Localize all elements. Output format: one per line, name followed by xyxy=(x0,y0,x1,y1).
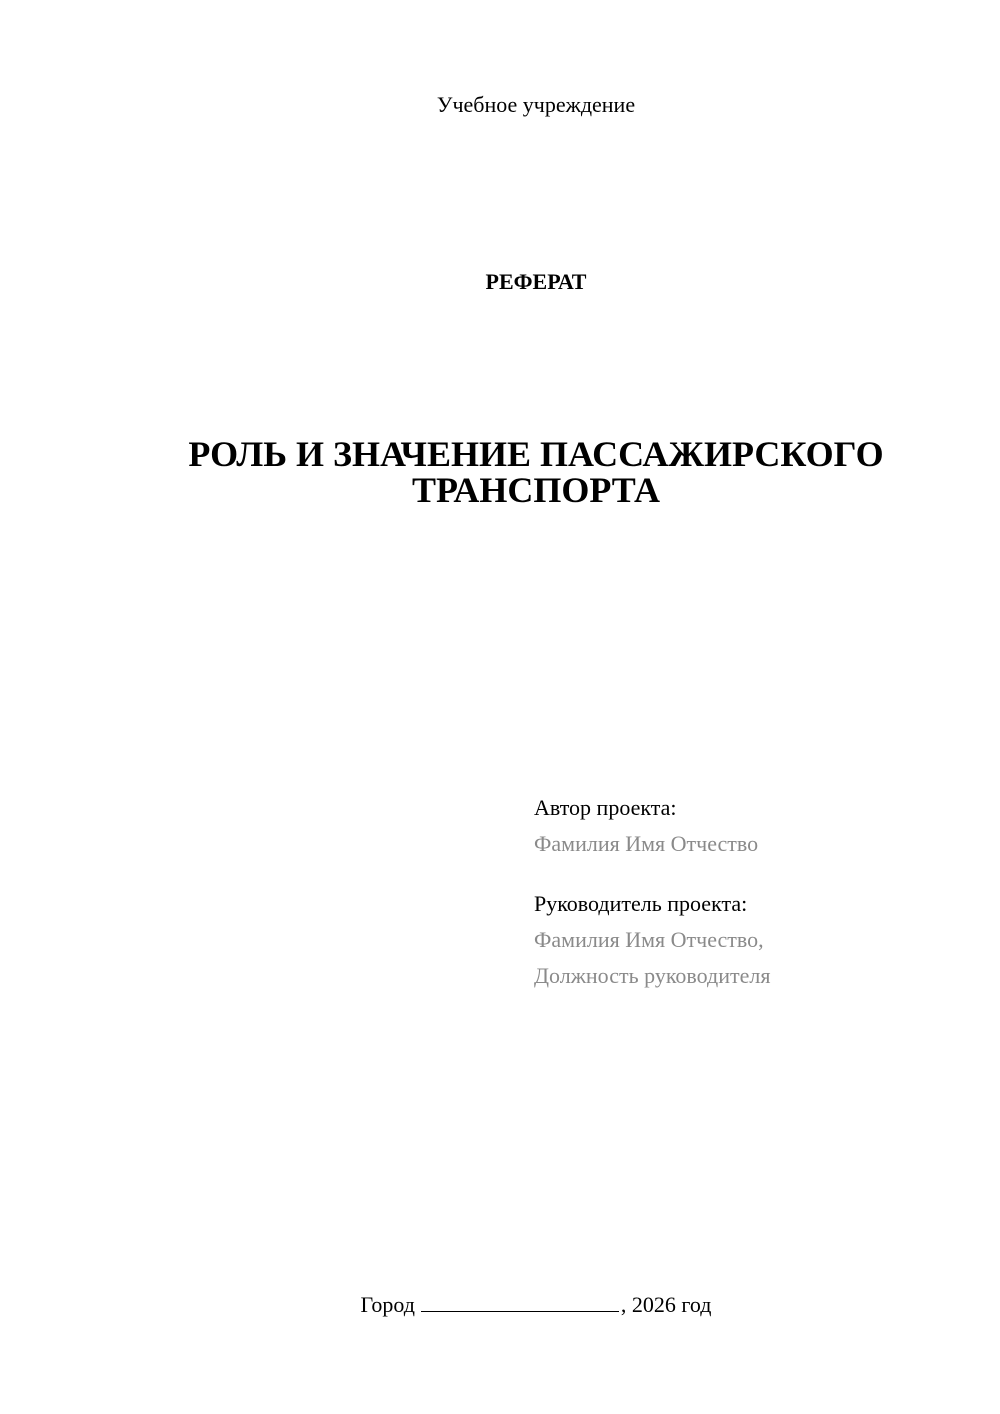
supervisor-name: Фамилия Имя Отчество, xyxy=(534,927,764,952)
city-blank-underline xyxy=(421,1291,619,1312)
year-text: , 2026 год xyxy=(620,1292,712,1317)
document-title-line-1: РОЛЬ И ЗНАЧЕНИЕ ПАССАЖИРСКОГО xyxy=(188,434,884,474)
document-type: РЕФЕРАТ xyxy=(485,269,587,294)
city-year-line xyxy=(0,1291,1000,1319)
author-name: Фамилия Имя Отчество xyxy=(534,831,759,856)
spacer xyxy=(534,862,974,886)
supervisor-label: Руководитель проекта: xyxy=(534,891,748,916)
supervisor-position: Должность руководителя xyxy=(534,963,771,988)
document-title xyxy=(0,436,1000,508)
institution-name: Учебное учреждение xyxy=(436,92,636,117)
project-people-block xyxy=(534,790,974,994)
author-label: Автор проекта: xyxy=(534,795,677,820)
city-label: Город xyxy=(360,1292,415,1317)
document-title-line-2: ТРАНСПОРТА xyxy=(411,470,661,510)
